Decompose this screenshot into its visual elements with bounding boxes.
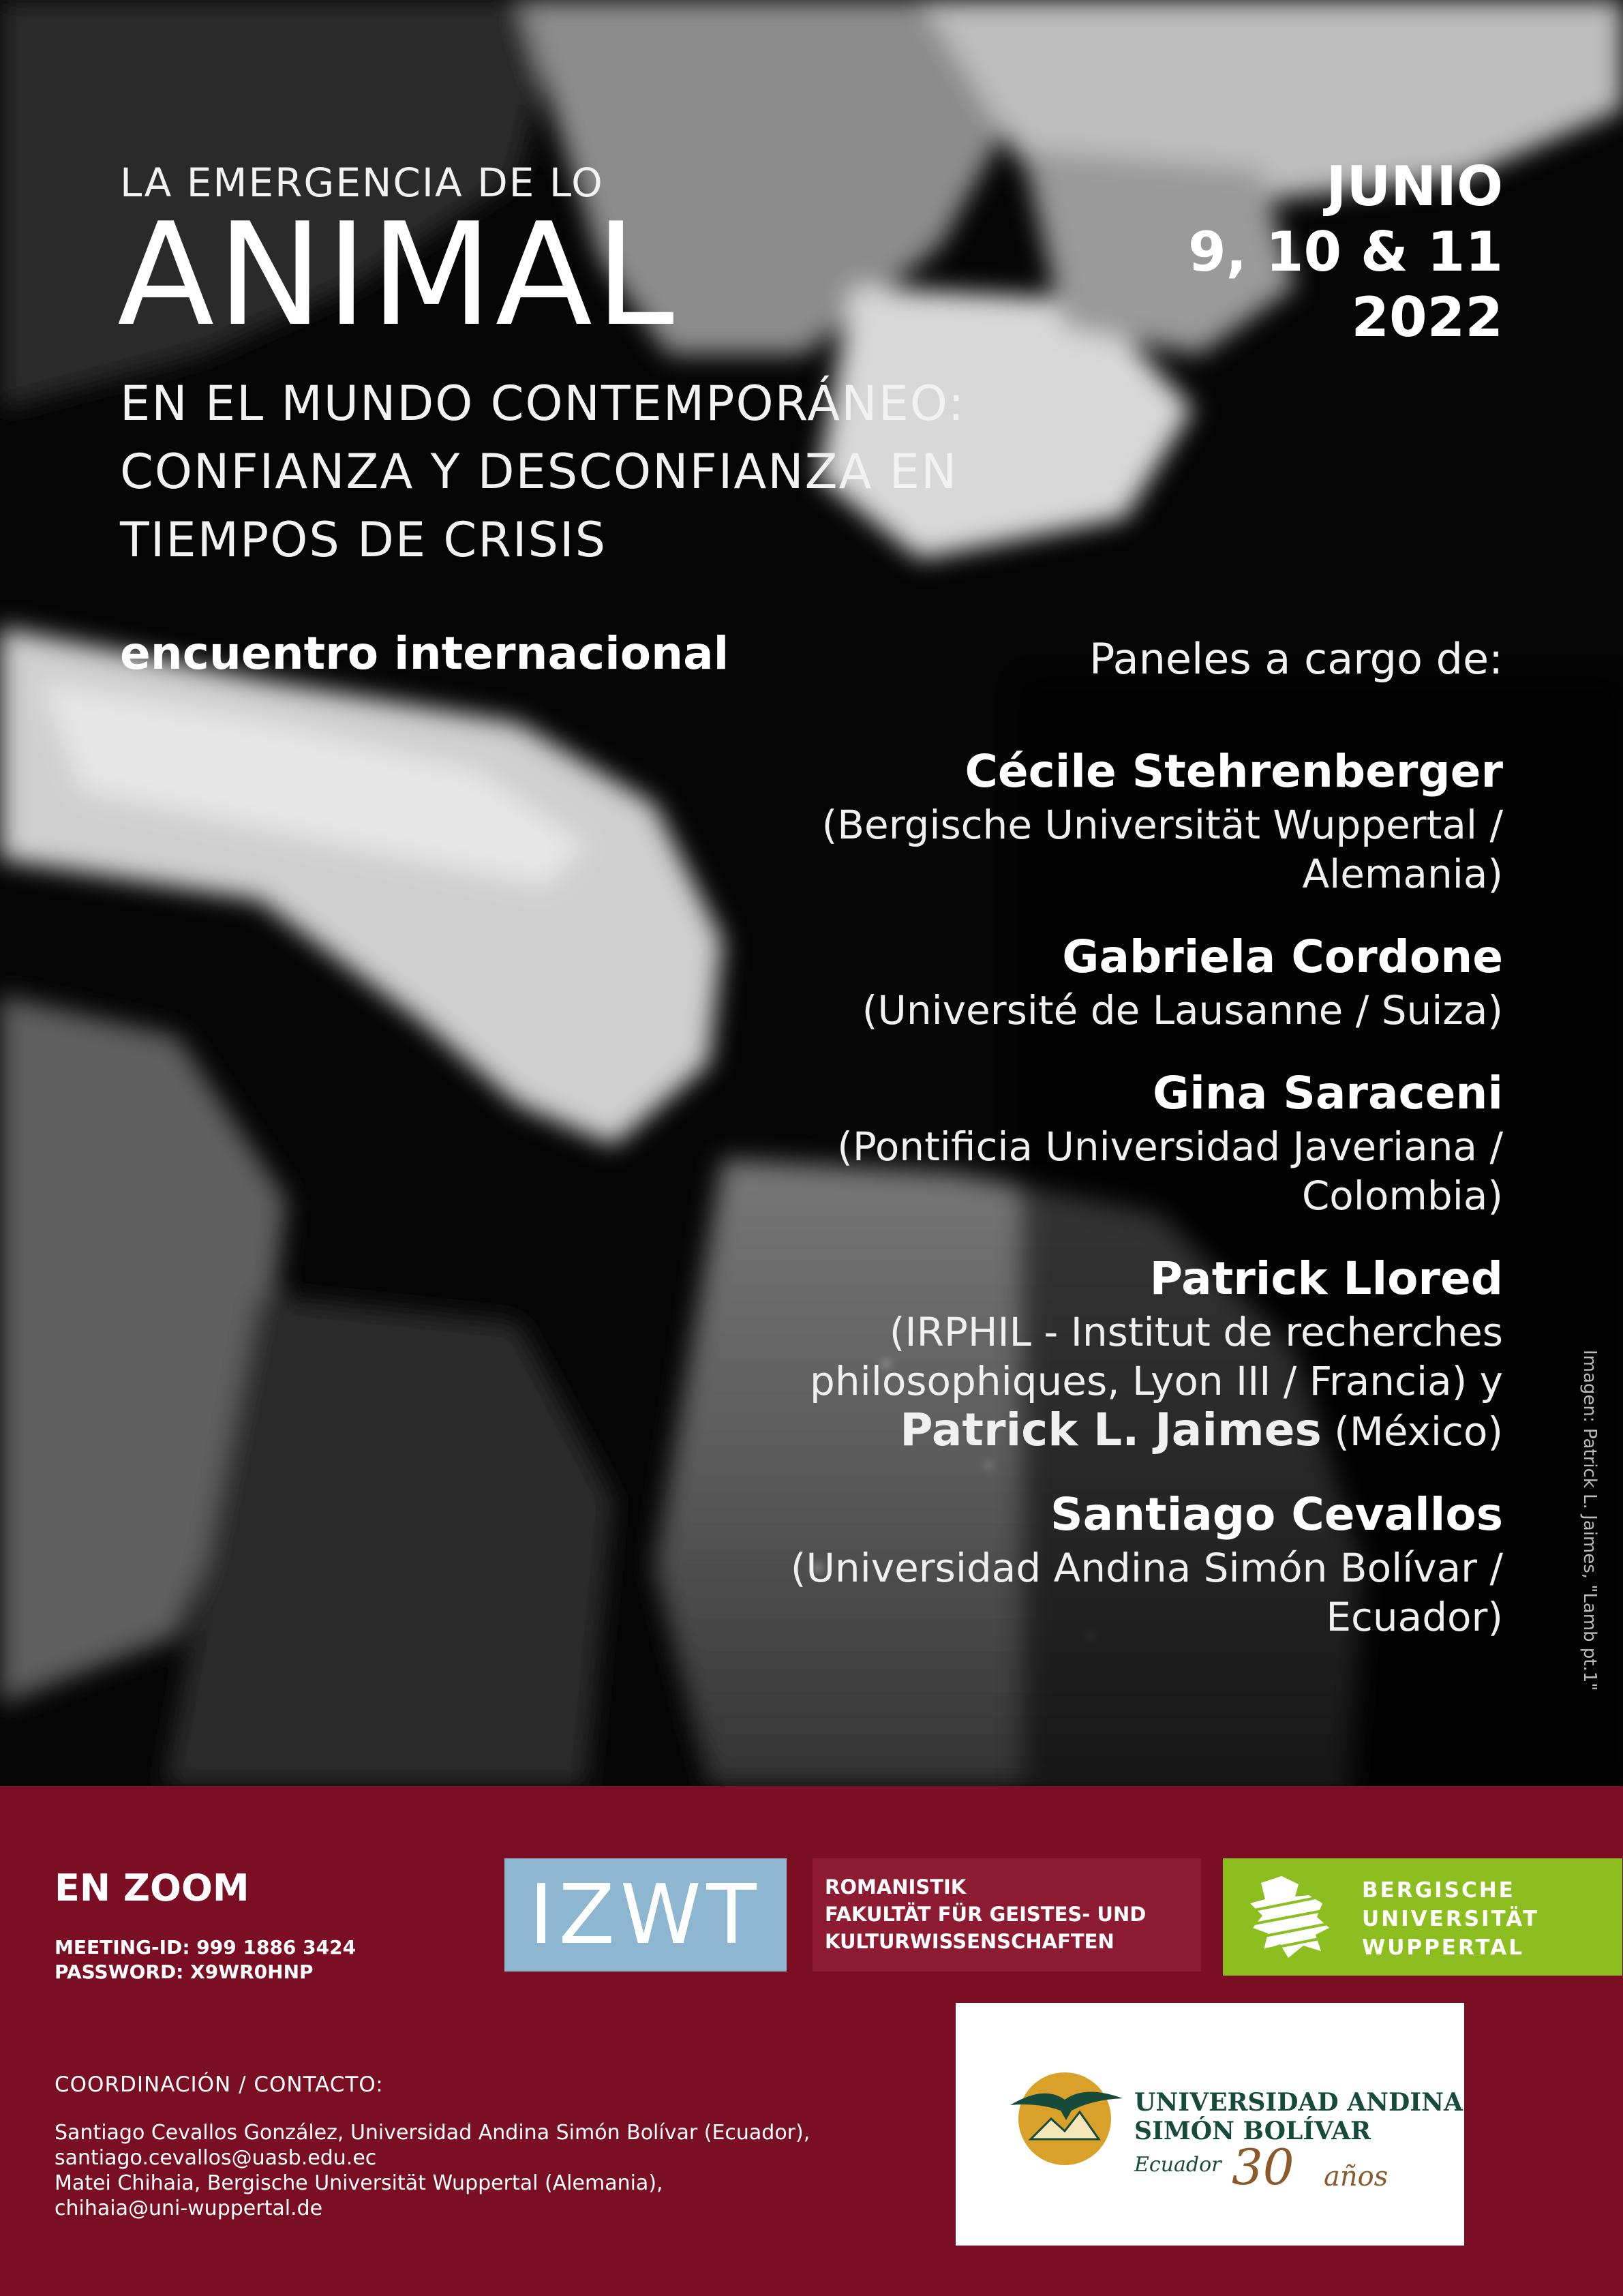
image-credit: Imagen: Patrick L. Jaimes, "Lamb pt.1" [1579, 1350, 1600, 1691]
buw-line: UNIVERSITÄT [1362, 1907, 1540, 1931]
affiliation-line: Alemania) [1302, 851, 1503, 897]
title-main: ANIMAL [117, 193, 677, 358]
romanistik-line: ROMANISTIK [825, 1875, 967, 1899]
panelist-name: Gina Saraceni [1153, 1067, 1503, 1119]
zoom-password: PASSWORD: X9WR0HNP [55, 1961, 314, 1983]
affiliation-line: Ecuador) [1326, 1594, 1503, 1640]
title-prefix: LA EMERGENCIA DE LO [120, 160, 604, 206]
subtitle-line: CONFIANZA Y DESCONFIANZA EN [120, 444, 958, 500]
uasb-anniversary-label: años [1324, 2161, 1389, 2192]
panels-heading: Paneles a cargo de: [1089, 634, 1503, 684]
panelist [549, 1250, 1503, 1456]
panelist-name: Cécile Stehrenberger [965, 745, 1503, 798]
zoom-meeting-id: MEETING-ID: 999 1886 3424 [55, 1936, 357, 1959]
co-panelist-line [549, 1406, 1503, 1456]
romanistik-line: FAKULTÄT FÜR GEISTES- UND [825, 1903, 1147, 1926]
buw-line: BERGISCHE [1362, 1878, 1515, 1903]
panelist-list [549, 743, 1503, 1672]
contact-email[interactable]: santiago.cevallos@uasb.edu.ec [55, 2146, 377, 2170]
panelist-affiliation [549, 986, 1503, 1035]
panelist [549, 743, 1503, 898]
subtitle-line: TIEMPOS DE CRISIS [120, 512, 607, 568]
date-days: 9, 10 & 11 [1187, 220, 1503, 284]
panelist-affiliation [549, 800, 1503, 898]
contact-email[interactable]: chihaia@uni-wuppertal.de [55, 2196, 323, 2220]
lion-crest-icon [1241, 1869, 1343, 1965]
coordination-title: COORDINACIÓN / CONTACTO: [55, 2072, 384, 2097]
event-date [1188, 154, 1503, 350]
coordination-contacts [55, 2120, 810, 2221]
affiliation-line: (Universidad Andina Simón Bolívar / [790, 1545, 1503, 1591]
subtitle-line: EN EL MUNDO CONTEMPORÁNEO: [120, 376, 966, 432]
panelist [549, 1065, 1503, 1220]
panelist-affiliation [549, 1543, 1503, 1642]
panelist-affiliation [549, 1122, 1503, 1220]
buw-line: WUPPERTAL [1362, 1935, 1524, 1960]
co-panelist-name: Patrick L. Jaimes [900, 1404, 1322, 1456]
affiliation-line: (Pontificia Universidad Javeriana / [837, 1123, 1503, 1170]
uasb-logo [956, 2003, 1464, 2246]
romanistik-line: KULTURWISSENSCHAFTEN [825, 1930, 1114, 1953]
uasb-country: Ecuador [1134, 2153, 1222, 2177]
affiliation-line: philosophiques, Lyon III / Francia) y [810, 1358, 1503, 1404]
panelist-name: Santiago Cevallos [1050, 1488, 1503, 1541]
panelist [549, 928, 1503, 1035]
affiliation-line: (Bergische Universität Wuppertal / [821, 802, 1503, 848]
condor-emblem-icon [1003, 2057, 1126, 2180]
co-panelist-country: (México) [1334, 1408, 1503, 1455]
panelist-affiliation [549, 1308, 1503, 1456]
uasb-anniversary-number: 30 [1232, 2139, 1294, 2196]
panelist-name: Patrick Llored [1149, 1252, 1503, 1305]
romanistik-logo [813, 1858, 1201, 1972]
date-year: 2022 [1351, 286, 1503, 349]
izwt-logo: IZWT [504, 1858, 787, 1972]
panelist-name: Gabriela Cordone [1062, 931, 1503, 983]
panelist [549, 1486, 1503, 1642]
buw-wordmark [1362, 1876, 1539, 1962]
buw-logo [1223, 1858, 1622, 1976]
uasb-name-line: SIMÓN BOLÍVAR [1134, 2117, 1371, 2145]
zoom-title: EN ZOOM [55, 1867, 249, 1909]
footer [0, 1786, 1623, 2296]
uasb-name [1134, 2088, 1463, 2145]
affiliation-line: Colombia) [1301, 1173, 1503, 1219]
event-type: encuentro internacional [120, 627, 729, 680]
affiliation-line: (Université de Lausanne / Suiza) [862, 987, 1503, 1033]
uasb-name-line: UNIVERSIDAD ANDINA [1134, 2088, 1463, 2117]
date-month: JUNIO [1326, 155, 1503, 218]
title-subtitle [120, 369, 1074, 574]
affiliation-line: (IRPHIL - Institut de recherches [889, 1309, 1503, 1355]
contact-line: Matei Chihaia, Bergische Universität Wuppertal (Alemania), [55, 2171, 663, 2195]
contact-line: Santiago Cevallos González, Universidad Andina Simón Bolívar (Ecuador), [55, 2121, 810, 2145]
